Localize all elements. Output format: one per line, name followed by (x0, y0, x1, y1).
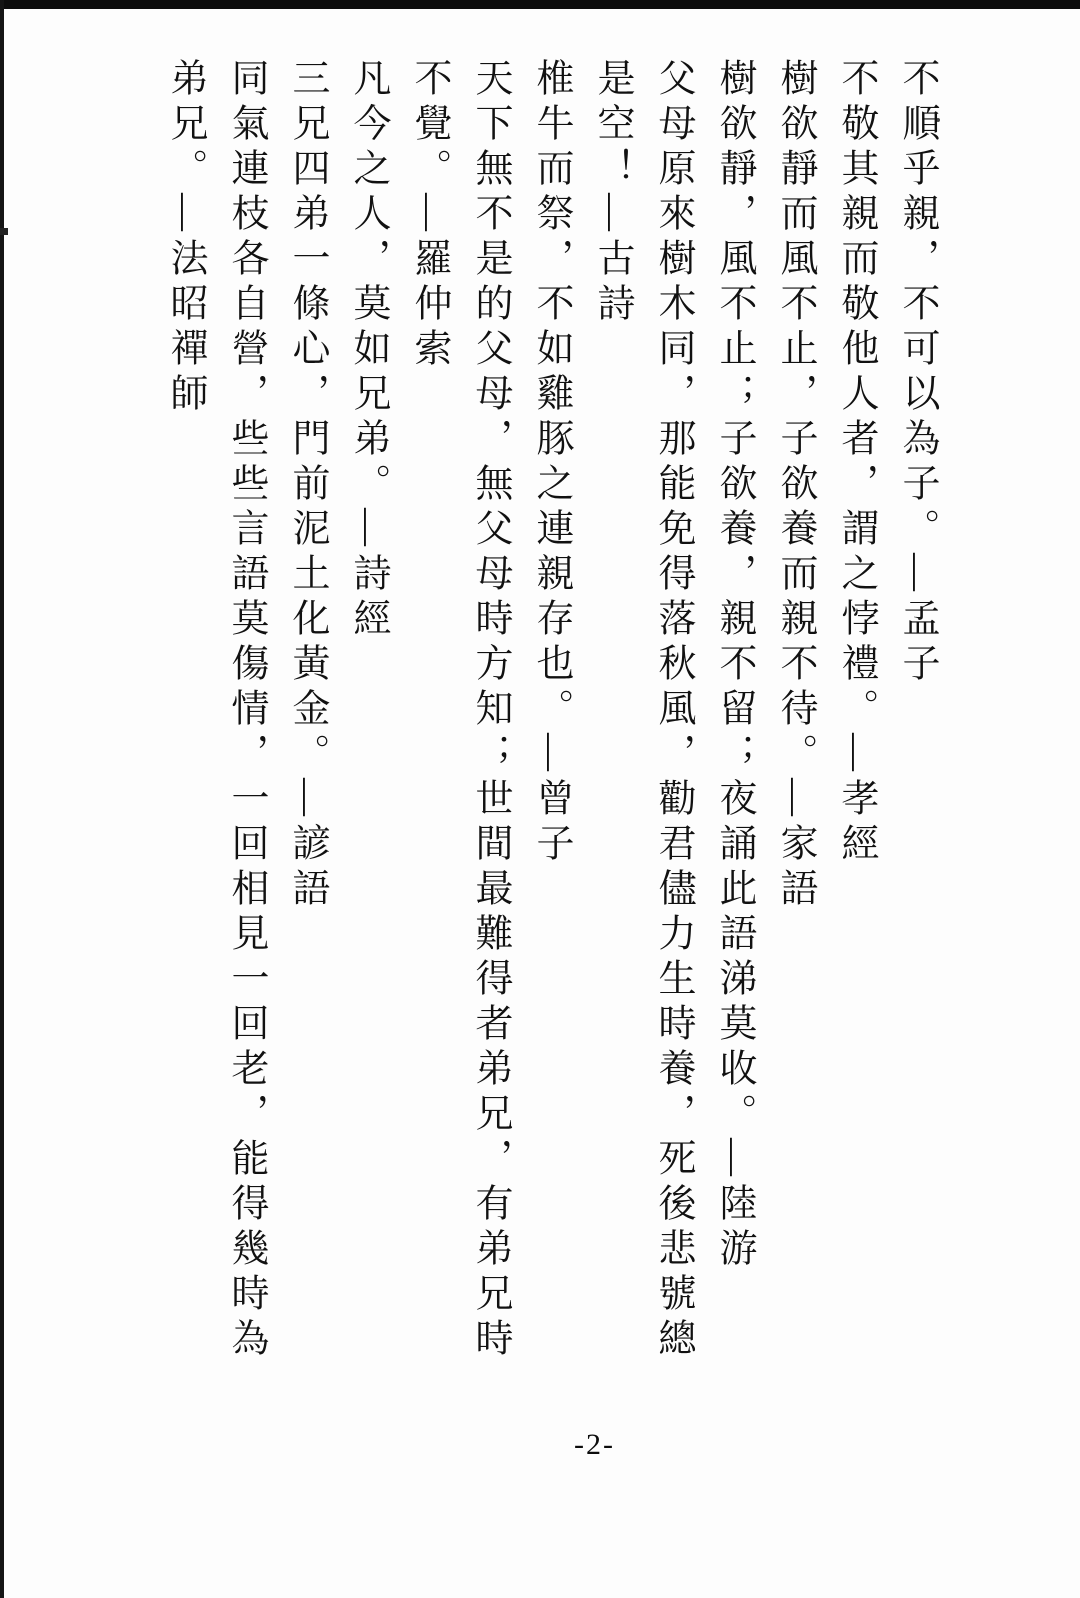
quote-jiayu (764, 58, 825, 1383)
attribution-dash: — (530, 733, 572, 778)
attribution-dash: — (774, 778, 816, 823)
vertical-text-block (154, 58, 947, 1383)
quote-attribution: 孝經 (835, 778, 877, 868)
quote-mencius (886, 58, 947, 1383)
quote-text: 樹欲靜而風不止，子欲養而親不待。 (774, 58, 816, 778)
attribution-dash: — (896, 553, 938, 598)
quote-fazhao-chanshi (154, 58, 276, 1383)
quote-attribution: 曾子 (530, 778, 572, 868)
attribution-dash: — (286, 778, 328, 823)
attribution-dash: — (164, 193, 206, 238)
attribution-dash: — (591, 193, 633, 238)
scan-artifact-left-line (0, 0, 4, 1598)
attribution-dash: — (713, 1138, 755, 1183)
quote-text: 父母原來樹木同，那能免得落秋風，勸君儘力生時養，死後悲號總是空！ (591, 58, 694, 1363)
quote-text: 同氣連枝各自營，些些言語莫傷情，一回相見一回老，能得幾時為弟兄。 (164, 58, 267, 1363)
quote-attribution: 諺語 (286, 823, 328, 913)
quote-attribution: 古詩 (591, 238, 633, 328)
quote-shijing (337, 58, 398, 1383)
quote-luyou (703, 58, 764, 1383)
page-number: -2- (574, 1428, 615, 1461)
quote-gushi (581, 58, 703, 1383)
quote-text: 椎牛而祭，不如雞豚之連親存也。 (530, 58, 572, 733)
quote-attribution: 詩經 (347, 553, 389, 643)
attribution-dash: — (408, 193, 450, 238)
quote-yanyu (276, 58, 337, 1383)
scan-artifact-top-bar (0, 0, 1080, 9)
attribution-dash: — (347, 508, 389, 553)
quote-attribution: 陸游 (713, 1183, 755, 1273)
quote-zengzi (520, 58, 581, 1383)
quote-text: 三兄四弟一條心，門前泥土化黃金。 (286, 58, 328, 778)
quote-text: 不順乎親，不可以為子。 (896, 58, 938, 553)
quote-text: 凡今之人，莫如兄弟。 (347, 58, 389, 508)
quote-attribution: 家語 (774, 823, 816, 913)
quote-text: 天下無不是的父母，無父母時方知；世間最難得者弟兄，有弟兄時不覺。 (408, 58, 511, 1363)
quote-attribution: 法昭禪師 (164, 238, 206, 418)
quote-attribution: 孟子 (896, 598, 938, 688)
quote-attribution: 羅仲索 (408, 238, 450, 373)
quote-luozhongsuo (398, 58, 520, 1383)
attribution-dash: — (835, 733, 877, 778)
quote-text: 不敬其親而敬他人者，謂之悖禮。 (835, 58, 877, 733)
quote-xiaojing (825, 58, 886, 1383)
scan-speck (0, 228, 8, 235)
quote-text: 樹欲靜，風不止；子欲養，親不留；夜誦此語涕莫收。 (713, 58, 755, 1138)
